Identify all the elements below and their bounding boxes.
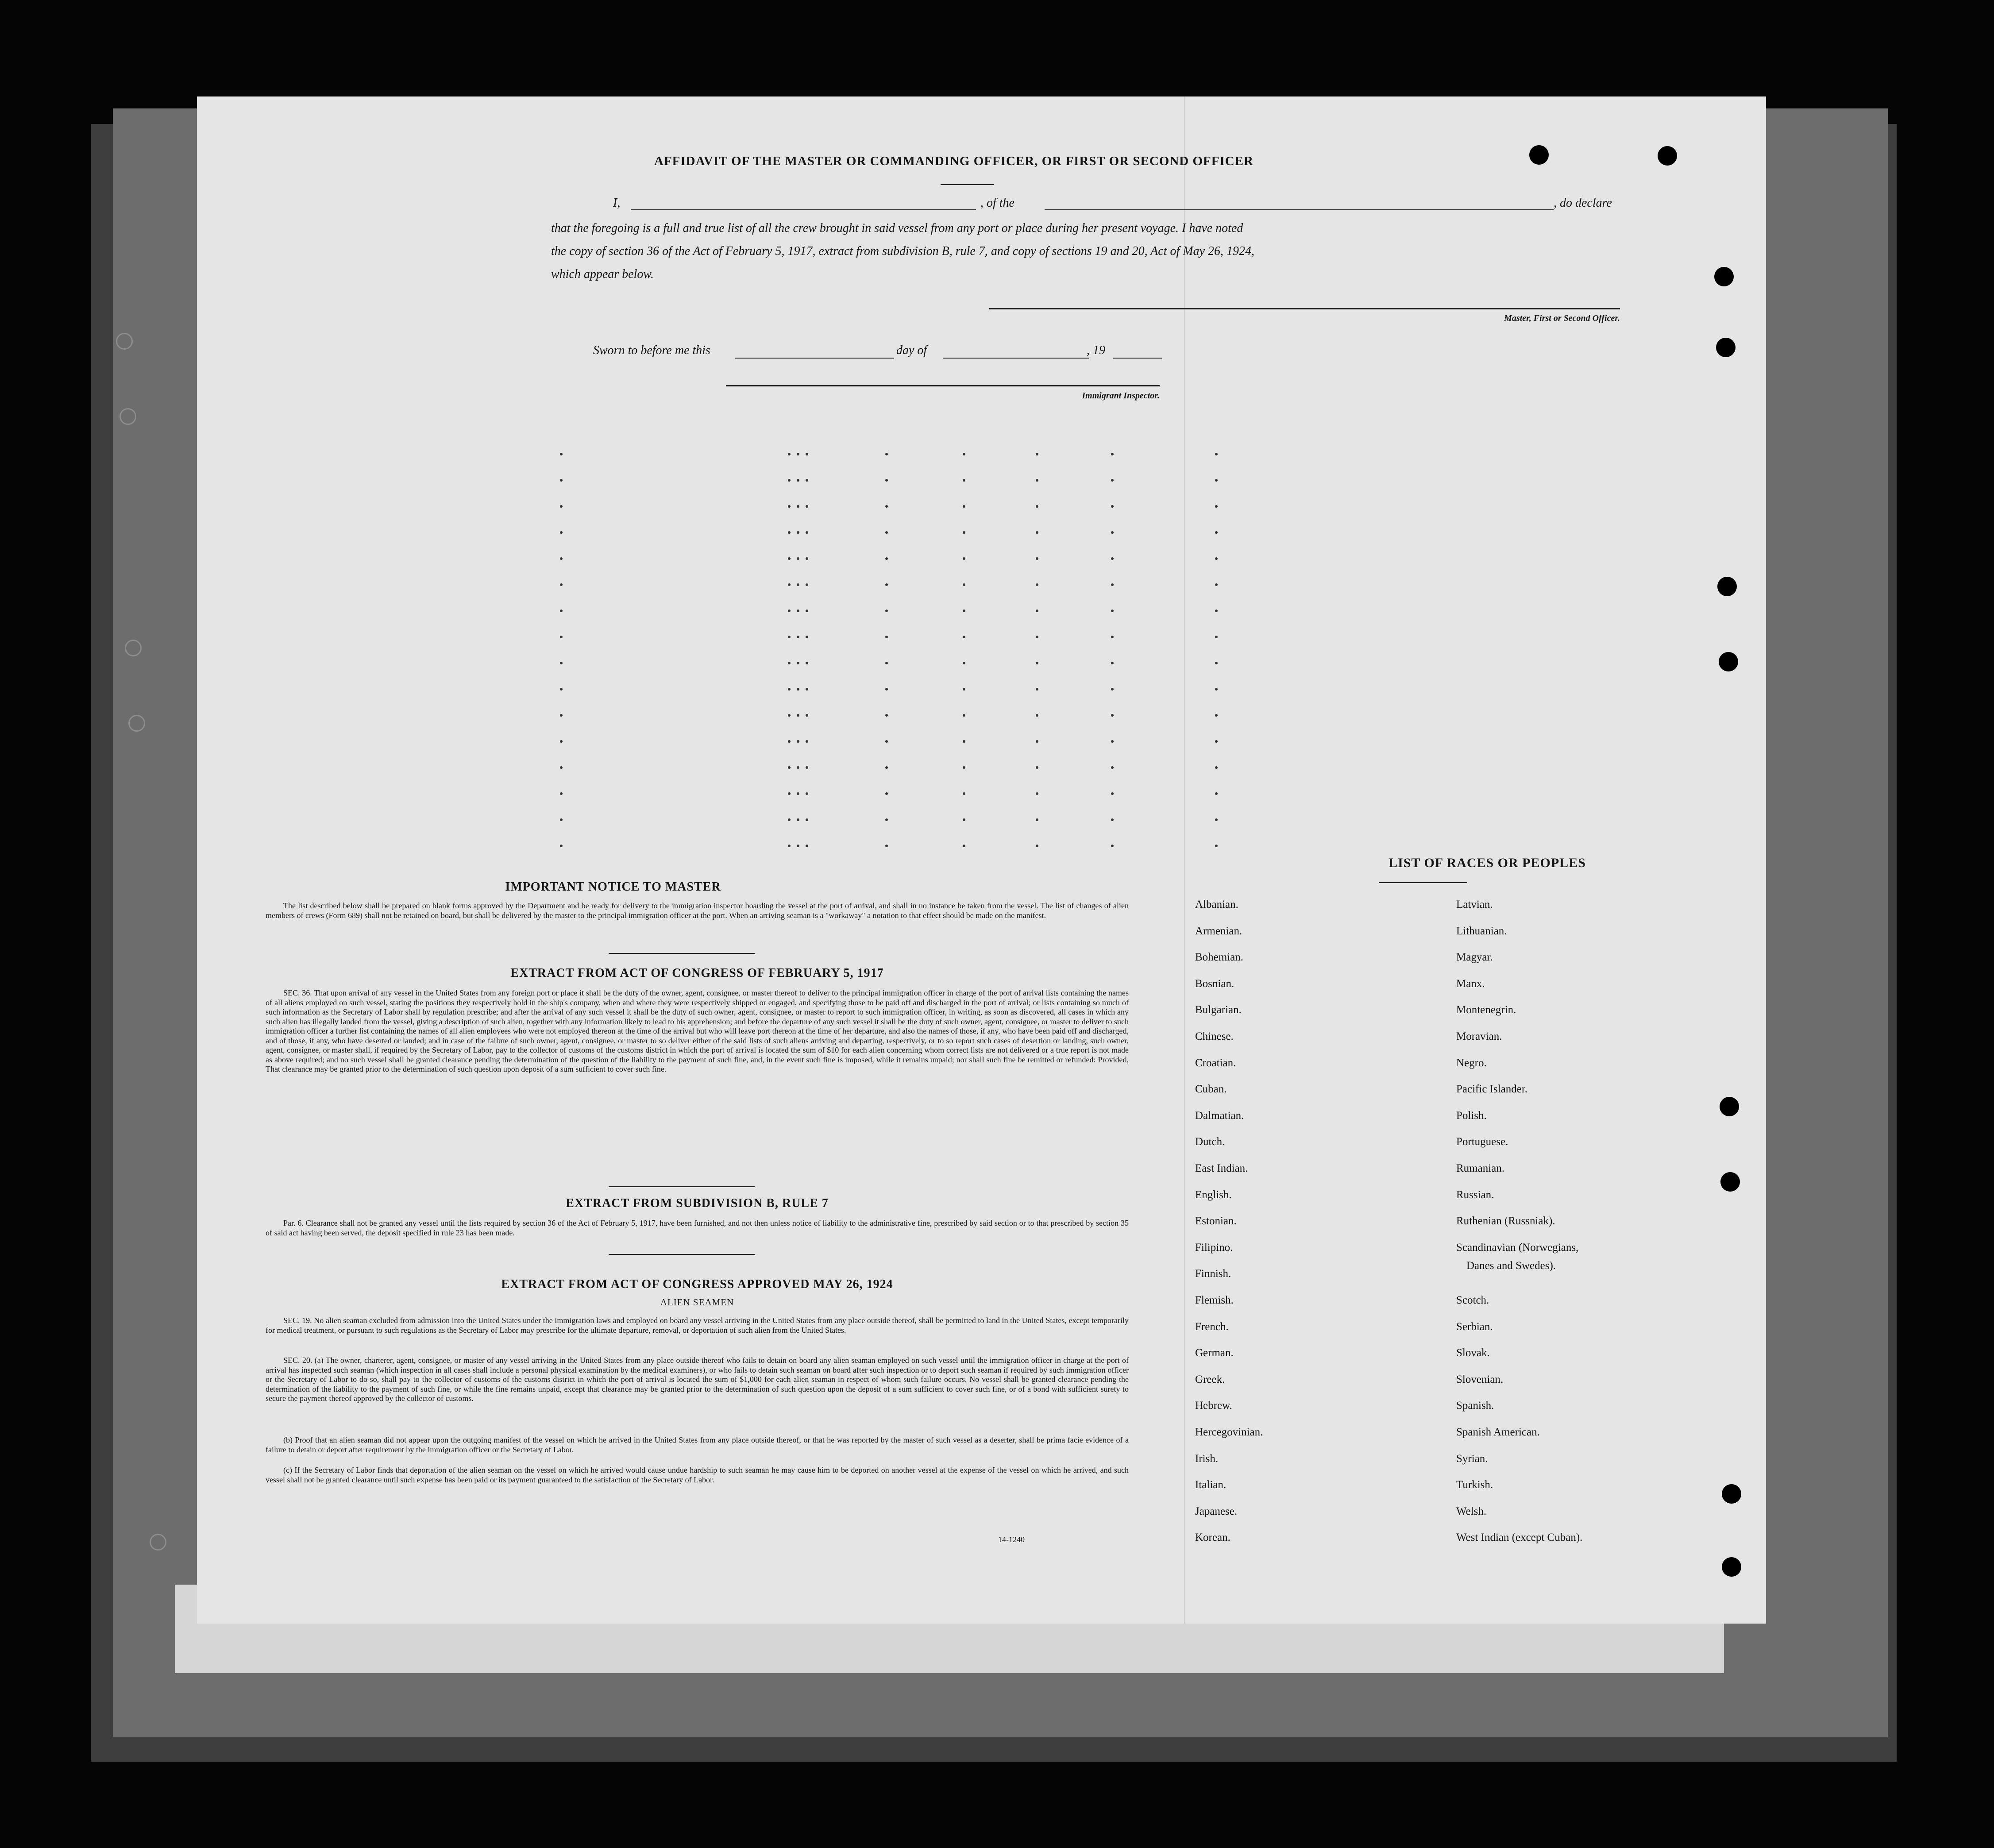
race-item: Flemish. [1195,1294,1234,1306]
bleed-dot [1215,636,1218,638]
bleed-dot [963,792,965,795]
bleed-dot [1111,662,1114,664]
bleed-dot [560,557,563,560]
binder-ring-hole [128,715,145,732]
section-divider [609,953,755,954]
bleed-dot [963,479,965,482]
bleed-dot [1215,610,1218,612]
act-1917-text: SEC. 36. That upon arrival of any vessel in the United States from any foreign port or place it shall be the duty of the owner, agent, consignee, or master thereof to deliver to the principal immigration officer in charge of the port of arrival lists containing the names of all aliens employed on such vessel, stating the positions they respectively hold in the ship's company, when and where they were respectively shipped or engaged, and specifying those to be paid off and discharged in the port of arrival; or lists containing so much of such information as the Secretary of Labor shall by regulation prescribe; and after the arrival of any such vessel it shall be the duty of such owner, agent, consignee, or master to report to such immigration officer, in writing, as soon as discovered, all cases in which any such alien has illegally landed from the vessel, giving a description of such alien, together with any information likely to lead to his apprehension; and before the departure of any such vessel it shall be the duty of such owner, agent, consignee, or master to deliver to such immigration officer a further list containing the names of all alien employees who were not employed thereon at the time of the arrival but who will leave port thereon at the time of her departure, and also the names of those, if any, who have been paid off and discharged, and of those, if any, who have deserted or landed; and in case of the failure of such owner, agent, consignee, or master to so deliver either of the said lists of such aliens arriving and departing, respectively, or to so report such cases of desertion or landing, such owner, agent, consignee, or master shall, if required by the Secretary of Labor, pay to the collector of customs of the customs district in which the port of arrival is located the sum of $10 for each alien concerning whom correct lists are not delivered or a true report is not made as above required; and no such vessel shall be granted clearance pending the determination of the question of the liability to the payment of such fine, and, in the event such fine is imposed, while it remains unpaid; nor shall such fine be remitted or refunded: Provided, That clearance may be granted prior to the determination of such question upon deposit of a sum sufficient to cover such fine. [266,988,1129,1073]
bleed-dot [1111,818,1114,821]
punch-hole [1717,577,1737,596]
sec-20a-text: SEC. 20. (a) The owner, charterer, agent, consignee, or master of any vessel arriving in the United States from any place outside thereof who fails to detain on board any alien seaman employed on such vessel until the immigration officer in charge at the port of arrival has inspected such seaman (which inspection in all cases shall include a personal physical examination by the medical examiners), or who fails to detain such seaman on board after such inspection or to deport such seaman if required by such immigration officer or the Secretary of Labor to do so, shall pay to the collector of customs of the customs district in which the port of arrival is located the sum of $1,000 for each alien seaman in respect of whom such failure occurs. No vessel shall be granted clearance pending the determination of the liability to the payment of such fine, or while the fine remains unpaid, except that clearance may be granted prior to the determination of such question upon the deposit of a sum sufficient to cover such fine, or of a bond with sufficient surety to secure the payment thereof approved by the collector of customs. [266,1356,1129,1403]
bleed-dot [885,479,888,482]
bleed-dot [1111,557,1114,560]
races-title: LIST OF RACES OR PEOPLES [1388,856,1586,870]
race-item: Scandinavian (Norwegians, [1456,1241,1579,1254]
bleed-dot [1215,766,1218,769]
affidavit-declarant-line [613,192,1622,215]
bleed-dot [560,505,563,508]
bleed-dot [885,766,888,769]
bleed-dot [806,688,808,691]
bleed-dot [1036,610,1038,612]
blank-name[interactable] [631,209,976,210]
punch-hole [1722,1557,1741,1577]
bleed-dot [1215,714,1218,717]
signature-line[interactable] [989,308,1620,309]
race-item: Ruthenian (Russniak). [1456,1215,1555,1227]
bleed-dot [963,453,965,455]
form-number: 14-1240 [998,1535,1025,1544]
punch-hole [1716,338,1736,357]
bleed-dot [1036,662,1038,664]
bleed-dot [797,740,799,743]
bleed-dot [806,792,808,795]
blank-year[interactable] [1113,358,1162,359]
race-item: West Indian (except Cuban). [1456,1532,1583,1544]
bleed-dot [963,818,965,821]
bleed-dot [1036,845,1038,847]
bleed-dot [806,505,808,508]
race-item: Latvian. [1456,899,1493,910]
bleed-dot [1215,688,1218,691]
bleed-dot [806,740,808,743]
race-item: Manx. [1456,977,1485,990]
affidavit-text-line4: which appear below. [551,267,654,281]
bleed-dot [797,583,799,586]
act-1924-title: EXTRACT FROM ACT OF CONGRESS APPROVED MAY 26, 1924 [501,1277,893,1291]
bleed-dot [963,688,965,691]
race-item: Korean. [1195,1532,1230,1544]
bleed-dot [560,766,563,769]
race-item: English. [1195,1188,1232,1201]
race-item: Finnish. [1195,1268,1231,1280]
bleed-dot [885,714,888,717]
bleed-dot [806,636,808,638]
bleed-dot [885,792,888,795]
bleed-dot [797,688,799,691]
race-item: Bohemian. [1195,951,1244,964]
bleed-dot [1111,583,1114,586]
bleed-dot [885,662,888,664]
notice-text: The list described below shall be prepared on blank forms approved by the Department and be ready for delivery to the immigration inspector boarding the vessel at the port of arrival, and shall in no instance be taken from the vessel. The list of changes of alien members of crews (Form 689) shall not be retained on board, but shall be delivered by the master to the principal immigration officer at the port. When an arriving seaman is a "workaway" a notation to that effect should be made on the manifest. [266,901,1129,920]
bleed-dot [1111,453,1114,455]
race-item: Irish. [1195,1452,1219,1465]
bleed-dot [1215,505,1218,508]
rule-7-title: EXTRACT FROM SUBDIVISION B, RULE 7 [566,1196,829,1210]
bleed-dot [963,766,965,769]
blank-vessel[interactable] [1045,209,1554,210]
bleed-dot [1111,479,1114,482]
bleed-dot [797,479,799,482]
bleed-dot [1215,740,1218,743]
bleed-dot [1111,845,1114,847]
bleed-dot [560,479,563,482]
bleed-dot [963,610,965,612]
bleed-dot [1215,479,1218,482]
affidavit-text-line2: that the foregoing is a full and true list of all the crew brought in said vessel from any port or place during her present voyage. I have noted [551,221,1243,235]
bleed-dot [963,583,965,586]
bleed-dot [797,505,799,508]
bleed-dot [885,505,888,508]
bleed-dot [788,688,791,691]
bleed-dot [806,766,808,769]
races-title-underline [1379,882,1467,883]
bleed-dot [797,766,799,769]
race-item: Croatian. [1195,1057,1236,1069]
bleed-dot [1111,766,1114,769]
bleed-dot [788,845,791,847]
race-item: Dutch. [1195,1136,1225,1148]
bleed-dot [797,662,799,664]
bleed-dot [963,505,965,508]
bleed-dot [963,662,965,664]
race-item: Rumanian. [1456,1162,1505,1174]
race-item: Portuguese. [1456,1136,1508,1148]
race-item: Polish. [1456,1109,1487,1122]
race-item: Serbian. [1456,1320,1493,1333]
race-item: Cuban. [1195,1083,1227,1096]
bleed-dot [963,740,965,743]
binder-ring-hole [125,640,142,656]
bleed-dot [1036,531,1038,534]
act-1917-title: EXTRACT FROM ACT OF CONGRESS OF FEBRUARY 5, 1917 [510,966,884,980]
bleed-dot [797,792,799,795]
binder-ring-hole [120,408,136,425]
bleed-dot [806,714,808,717]
race-item: Slovenian. [1456,1373,1504,1385]
bleed-dot [1215,818,1218,821]
bleed-dot [788,531,791,534]
bleed-dot [885,557,888,560]
race-item: German. [1195,1347,1234,1359]
inspector-signature-line[interactable] [726,385,1160,386]
race-item: Armenian. [1195,925,1242,937]
race-item: Turkish. [1456,1479,1493,1491]
bleed-dot [560,610,563,612]
bleed-dot [885,583,888,586]
document-page [197,96,1766,1624]
affidavit-title: AFFIDAVIT OF THE MASTER OR COMMANDING OFFICER, OR FIRST OR SECOND OFFICER [654,154,1253,168]
bleed-dot [1036,714,1038,717]
sworn-label: Sworn to before me this [593,343,710,357]
bleed-dot [806,818,808,821]
binder-ring-hole [116,333,133,350]
binder-ring-hole [150,1534,166,1551]
bleed-dot [963,531,965,534]
bleed-dot [806,531,808,534]
alien-seamen-subtitle: ALIEN SEAMEN [660,1297,734,1308]
bleed-dot [788,610,791,612]
bleed-dot [806,479,808,482]
bleed-dot [1036,505,1038,508]
race-item: Negro. [1456,1057,1487,1069]
punch-hole [1529,145,1549,165]
signature-label: Master, First or Second Officer. [1504,313,1620,323]
race-item: Bulgarian. [1195,1004,1242,1016]
bleed-dot [885,845,888,847]
bleed-dot [885,531,888,534]
race-item: Hercegovinian. [1195,1426,1263,1438]
race-item: Scotch. [1456,1294,1489,1306]
race-item: Lithuanian. [1456,925,1507,937]
bleed-dot [560,583,563,586]
sec-20b-text: (b) Proof that an alien seaman did not appear upon the outgoing manifest of the vessel on which he arrived in the United States from any place outside thereof, or that he was reported by the master of such vessel as a deserter, shall be prima facie evidence of a failure to detain or deport after requirement by the immigration officer or the Secretary of Labor. [266,1435,1129,1454]
blank-day[interactable] [735,358,894,359]
bleed-dot [797,610,799,612]
race-item: French. [1195,1320,1229,1333]
bleed-dot [1111,531,1114,534]
race-item: Albanian. [1195,899,1238,910]
punch-hole [1658,146,1677,166]
bleed-dot [788,662,791,664]
rule-7-text: Par. 6. Clearance shall not be granted any vessel until the lists required by section 36 of the Act of February 5, 1917, have been furnished, and not then unless notice of liability to the administrative fine, prescribed by said section or to that prescribed by section 35 of said act having been served, the deposit specified in rule 23 has been made. [266,1219,1129,1237]
bleed-dot [1036,740,1038,743]
title-underline [941,184,994,185]
bleed-dot [797,845,799,847]
sec-19-text: SEC. 19. No alien seaman excluded from admission into the United States under the immigration laws and employed on board any vessel arriving in the United States from any place outside thereof, shall be permitted to land in the United States, except temporarily for medical treatment, or pursuant to such regulations as the Secretary of Labor may prescribe for the ultimate departure, removal, or deportation of such alien from the United States. [266,1316,1129,1335]
bleed-dot [806,583,808,586]
bleed-dot [806,557,808,560]
bleed-dot [1036,766,1038,769]
bleed-dot [1215,662,1218,664]
bleed-dot [797,531,799,534]
bleed-dot [806,453,808,455]
bleed-dot [560,636,563,638]
bleed-dot [797,818,799,821]
sec-20c-text: (c) If the Secretary of Labor finds that deportation of the alien seaman on the vessel on which he arrived would cause undue hardship to such seaman he may cause him to be deported on another vessel at the expense of the vessel on which he arrived, and such vessel shall not be granted clearance until such expense has been paid or its payment guaranteed to the satisfaction of the Secretary of Labor. [266,1466,1129,1484]
race-item: Italian. [1195,1479,1226,1491]
punch-hole [1722,1484,1741,1504]
bleed-dot [788,636,791,638]
bleed-dot [788,583,791,586]
sworn-line [593,339,1372,362]
bleed-dot [788,740,791,743]
bleed-dot [963,636,965,638]
punch-hole [1719,652,1738,671]
year-label: , 19 [1087,343,1105,357]
race-item: Welsh. [1456,1505,1487,1517]
bleed-dot [885,688,888,691]
bleed-dot [560,740,563,743]
bleed-dot [1111,688,1114,691]
bleed-dot [560,531,563,534]
race-item: Greek. [1195,1373,1225,1385]
race-item: Japanese. [1195,1505,1238,1517]
race-scandinavian-continuation: Danes and Swedes). [1466,1260,1556,1272]
bleed-dot [560,818,563,821]
bleed-dot [788,714,791,717]
bleed-dot [885,740,888,743]
bleed-dot [788,557,791,560]
bleed-dot [1036,792,1038,795]
race-item: Bosnian. [1195,977,1234,990]
blank-month[interactable] [943,358,1089,359]
race-item: Spanish. [1456,1400,1494,1412]
label-i: I, [613,196,621,210]
bleed-dot [1036,453,1038,455]
bleed-dot [788,766,791,769]
affidavit-text-line3: the copy of section 36 of the Act of February 5, 1917, extract from subdivision B, rule 7, and copy of sections 19 and 20, Act of May 26, 1924, [551,244,1255,258]
bleed-dot [885,610,888,612]
page-fold-line [1184,96,1185,1624]
section-divider [609,1186,755,1187]
bleed-dot [560,688,563,691]
race-item: Dalmatian. [1195,1109,1244,1122]
bleed-dot [1215,792,1218,795]
race-item: Russian. [1456,1188,1494,1201]
notice-title: IMPORTANT NOTICE TO MASTER [505,880,721,894]
bleed-dot [1215,583,1218,586]
punch-hole [1720,1097,1739,1116]
race-item: Syrian. [1456,1452,1488,1465]
bleed-dot [1215,557,1218,560]
race-item: Hebrew. [1195,1400,1232,1412]
bleed-dot [963,557,965,560]
race-item: Montenegrin. [1456,1004,1516,1016]
bleed-dot [1215,531,1218,534]
bleed-dot [806,662,808,664]
bleed-dot [806,845,808,847]
bleed-dot [885,636,888,638]
punch-hole [1720,1172,1740,1192]
label-of-the: , of the [980,196,1014,210]
bleed-dot [797,453,799,455]
label-do-declare: , do declare [1554,196,1612,210]
race-item: Chinese. [1195,1030,1234,1042]
bleed-dot [788,792,791,795]
bleed-dot [797,636,799,638]
bleed-dot [1036,583,1038,586]
bleed-dot [1111,505,1114,508]
bleed-dot [788,453,791,455]
bleed-dot [1215,453,1218,455]
race-item: Filipino. [1195,1241,1233,1254]
bleed-dot [1111,792,1114,795]
bleed-dot [1215,845,1218,847]
punch-hole [1714,267,1734,286]
race-item: Estonian. [1195,1215,1237,1227]
bleed-dot [788,818,791,821]
race-item: Spanish American. [1456,1426,1540,1438]
bleed-dot [560,714,563,717]
bleed-dot [560,662,563,664]
bleed-dot [1036,557,1038,560]
section-divider [609,1254,755,1255]
bleed-dot [885,453,888,455]
bleed-dot [1111,610,1114,612]
bleed-dot [797,557,799,560]
bleed-dot [560,845,563,847]
race-item: East Indian. [1195,1162,1248,1174]
bleed-dot [788,479,791,482]
bleed-dot [560,792,563,795]
bleed-dot [788,505,791,508]
race-item: Pacific Islander. [1456,1083,1528,1096]
bleed-dot [1036,479,1038,482]
race-item: Magyar. [1456,951,1493,964]
bleed-dot [963,714,965,717]
race-item: Moravian. [1456,1030,1502,1042]
bleed-dot [806,610,808,612]
bleed-dot [1111,636,1114,638]
inspector-label: Immigrant Inspector. [1082,391,1160,401]
bleed-dot [963,845,965,847]
bleed-dot [1036,688,1038,691]
bleed-dot [560,453,563,455]
bleed-dot [885,818,888,821]
bleed-dot [797,714,799,717]
bleed-dot [1111,740,1114,743]
day-of-label: day of [896,343,927,357]
bleed-dot [1111,714,1114,717]
bleed-dot [1036,818,1038,821]
race-item: Slovak. [1456,1347,1490,1359]
bleed-dot [1036,636,1038,638]
